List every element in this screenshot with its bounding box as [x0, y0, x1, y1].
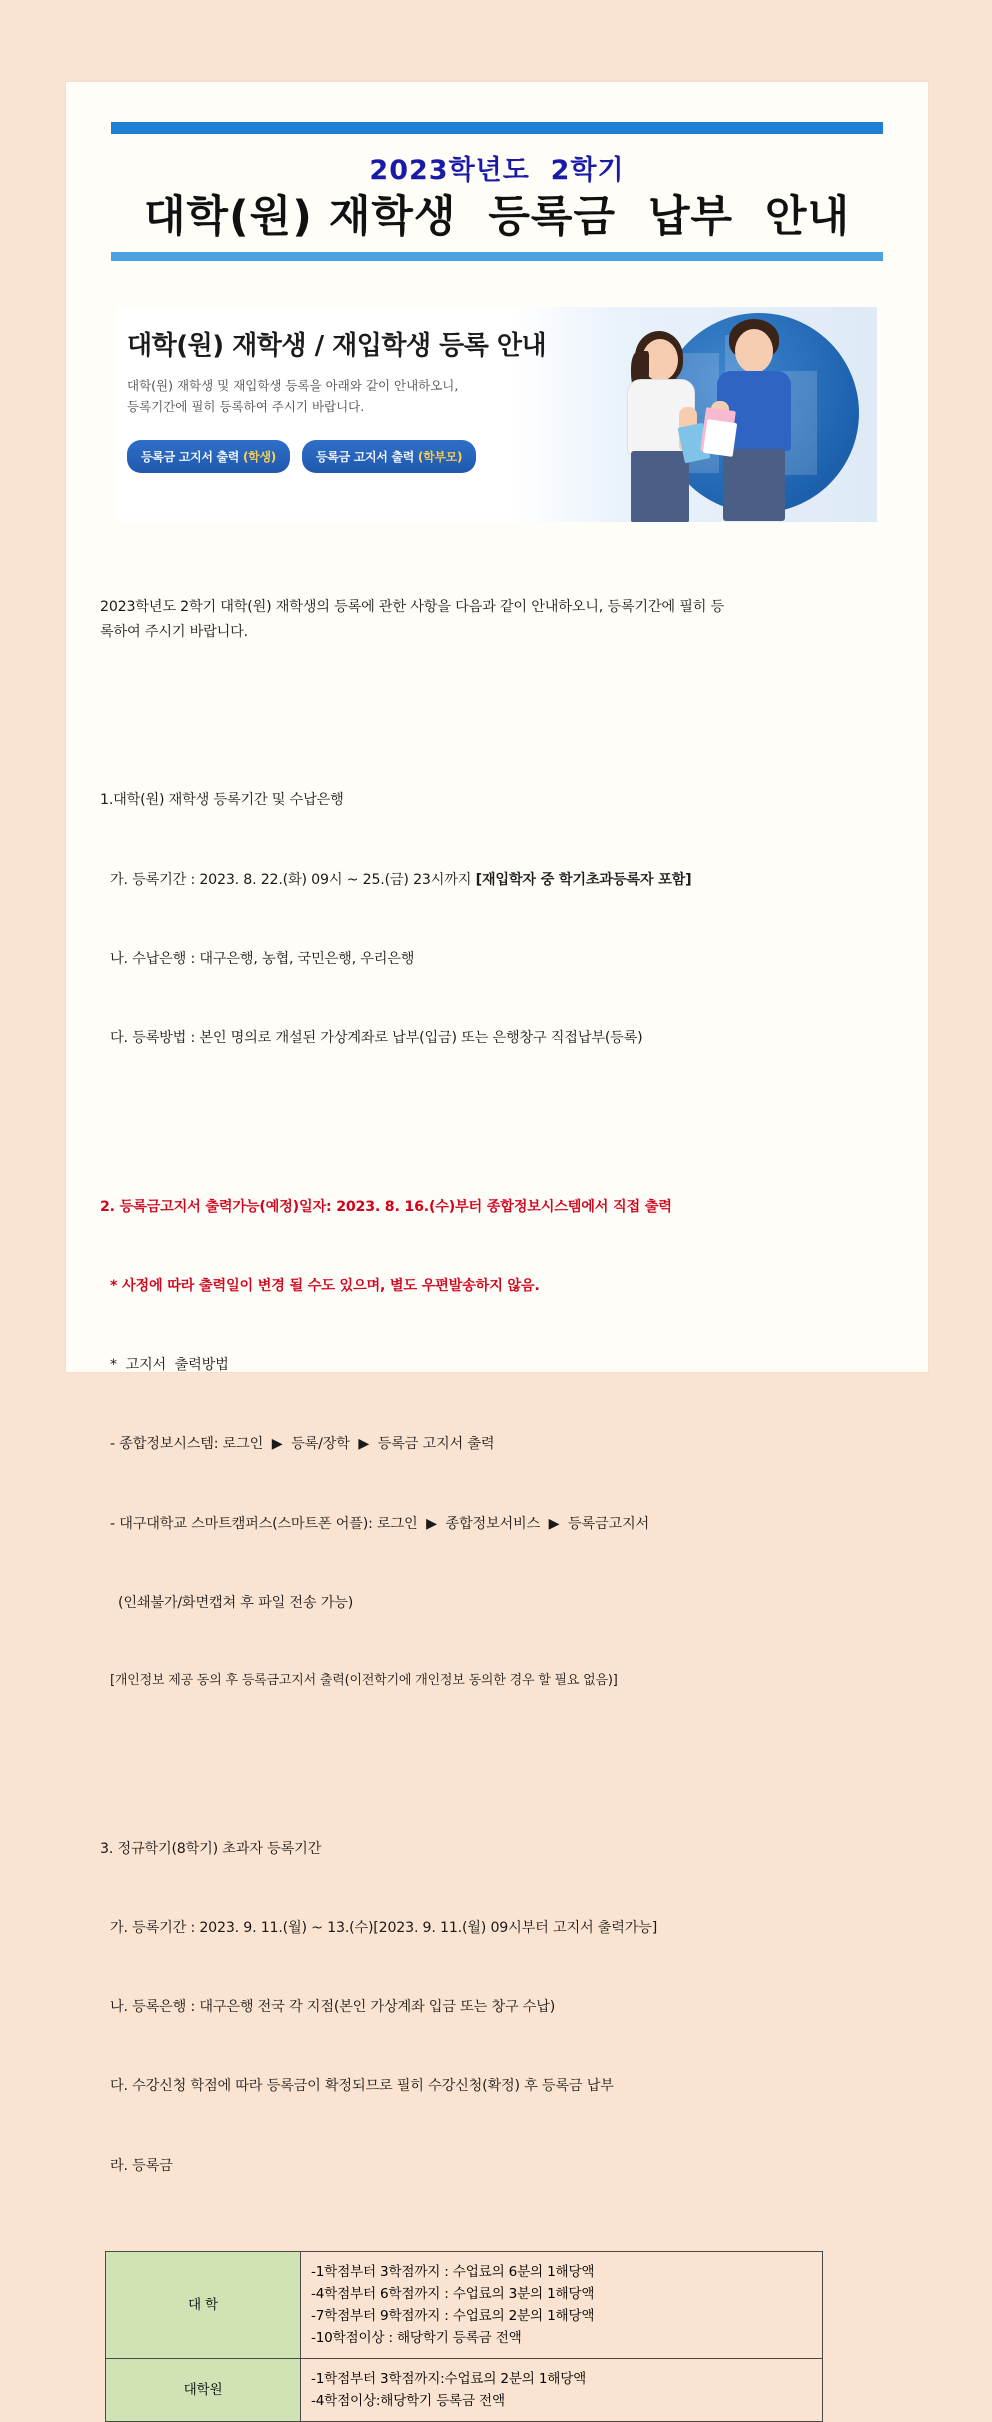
banner-title: 대학(원) 재학생 / 재입학생 등록 안내 — [127, 331, 547, 362]
spacer-3 — [100, 1747, 894, 1763]
section2-note: * 사정에 따라 출력일이 변경 될 수도 있으며, 별도 우편발송하지 않음. — [110, 1277, 540, 1294]
section2-howto-label: * 고지서 출력방법 — [110, 1357, 229, 1374]
print-bill-student-highlight: (학생) — [242, 449, 276, 464]
tuition-fee-table — [105, 2251, 823, 2422]
section3-item-b: 나. 등록은행 : 대구은행 전국 각 지점(본인 가상계좌 입금 또는 창구 수납) — [110, 1999, 556, 2016]
section3-item-d: 라. 등록금 — [110, 2157, 173, 2174]
table-row — [106, 2251, 823, 2358]
notice-page — [66, 82, 928, 2410]
page-inner — [100, 122, 894, 2422]
header-top-rule — [111, 122, 883, 134]
banner-description: 대학(원) 재학생 및 재입학생 등록을 아래와 같이 안내하오니, 등록기간에 필히 등록하여 주시기 바랍니다. — [127, 378, 459, 415]
banner-text-block — [127, 325, 597, 472]
student-right-head — [735, 329, 773, 373]
intro-paragraph: 2023학년도 2학기 대학(원) 재학생의 등록에 관한 사항을 다음과 같이 안내하오니, 등록기간에 필히 등 록하여 주시기 바랍니다. — [100, 599, 725, 640]
section2-line-privacy: [개인정보 제공 동의 후 등록금고지서 출력(이전학기에 개인정보 동의한 경우 할 필요 없음)] — [110, 1673, 618, 1689]
student-left-legs — [631, 451, 689, 522]
section2-line-note: (인쇄불가/화면캡쳐 후 파일 전송 가능) — [118, 1594, 354, 1611]
section1-item-b: 나. 수납은행 : 대구은행, 농협, 국민은행, 우리은행 — [110, 950, 415, 967]
print-bill-parent-highlight: (학부모) — [417, 449, 463, 464]
section1-title: 1.대학(원) 재학생 등록기간 및 수납은행 — [100, 792, 344, 809]
page-title — [100, 134, 894, 252]
table-cell-detail-graduate: -1학점부터 3학점까지:수업료의 2분의 1해당액 -4학점이상:해당학기 등록금 전액 — [301, 2359, 823, 2422]
student-right-legs — [723, 449, 785, 521]
print-bill-parent-label: 등록금 고지서 출력 — [315, 449, 418, 464]
section1-item-c: 다. 등록방법 : 본인 명의로 개설된 가상계좌로 납부(입금) 또는 은행창구 직접납부(등록) — [110, 1030, 643, 1047]
table-cell-detail-undergraduate: -1학점부터 3학점까지 : 수업료의 6분의 1해당액 -4학점부터 6학점까지 : 수업료의 3분의 1해당액 -7학점부터 9학점까지 : 수업료의 2분의 1해당액 -10학점이상 : 해당학기 등록금 전액 — [301, 2251, 823, 2358]
registration-banner-image — [117, 307, 877, 522]
banner-button-group — [127, 440, 597, 473]
section1-item-a-text: 가. 등록기간 : 2023. 8. 22.(화) 09시 ~ 25.(금) 23시까지 — [110, 871, 476, 888]
section3-item-a: 가. 등록기간 : 2023. 9. 11.(월) ~ 13.(수)[2023. 9. 11.(월) 09시부터 고지서 출력가능] — [110, 1919, 658, 1936]
section1-item-a-emphasis: [재입학자 중 학기초과등록자 포함] — [475, 871, 692, 888]
section1-item-a — [100, 868, 894, 892]
spacer-2 — [100, 1105, 894, 1121]
section3-title: 3. 정규학기(8학기) 초과자 등록기간 — [100, 1840, 322, 1857]
title-subtitle: 2023학년도 2학기 — [369, 155, 625, 186]
table-cell-category-undergraduate: 대 학 — [106, 2251, 301, 2358]
print-bill-student-button[interactable] — [127, 440, 290, 473]
title-main: 대학(원) 재학생 등록금 납부 안내 — [143, 192, 851, 242]
section2-line-mobile: - 대구대학교 스마트캠퍼스(스마트폰 어플): 로그인 ▶ 종합정보서비스 ▶ 등록금고지서 — [110, 1515, 649, 1532]
notice-body — [100, 546, 894, 2233]
print-bill-student-label: 등록금 고지서 출력 — [141, 449, 243, 464]
banner-photo — [577, 307, 877, 522]
notebook-white — [703, 420, 737, 458]
print-bill-parent-button[interactable] — [302, 440, 476, 473]
section2-line-portal: - 종합정보시스템: 로그인 ▶ 등록/장학 ▶ 등록금 고지서 출력 — [110, 1436, 495, 1453]
table-row — [106, 2359, 823, 2422]
header-bottom-rule — [111, 252, 883, 261]
table-cell-category-graduate: 대학원 — [106, 2359, 301, 2422]
spacer-1 — [100, 699, 894, 715]
section3-item-c: 다. 수강신청 학점에 따라 등록금이 확정되므로 필히 수강신청(확정) 후 등록금 납부 — [110, 2078, 614, 2095]
student-figure-right — [697, 317, 817, 522]
section2-title: 2. 등록금고지서 출력가능(예정)일자: 2023. 8. 16.(수)부터 종합정보시스템에서 직접 출력 — [100, 1198, 672, 1215]
